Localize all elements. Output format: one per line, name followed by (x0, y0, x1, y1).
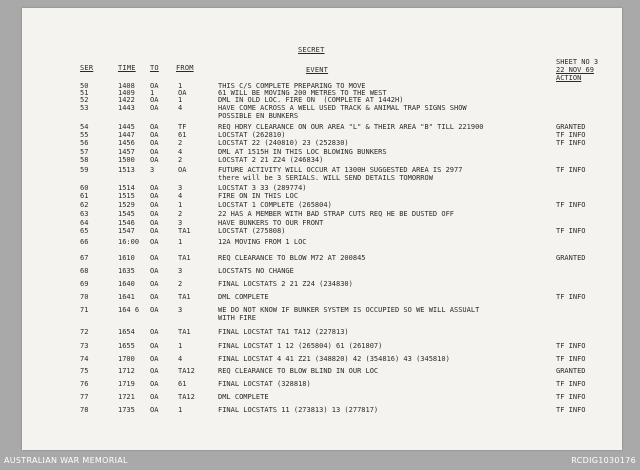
cell-from: 3 (178, 219, 183, 227)
cell-event: DML IN OLD LOC. FIRE ON (COMPLETE AT 1442H) (218, 96, 404, 104)
war-diary-sheet (22, 8, 622, 450)
table-row (22, 380, 622, 392)
cell-from: OA (178, 166, 187, 174)
cell-time: 1445 (118, 123, 135, 131)
cell-action: TF INFO (556, 393, 586, 401)
cell-time: 1654 (118, 328, 135, 336)
sheet-number: SHEET NO 3 (556, 58, 599, 66)
cell-from: 2 (178, 280, 183, 288)
cell-event: LOCSTAT 2 21 Z24 (246834) (218, 156, 324, 164)
cell-ser: 67 (80, 254, 89, 262)
cell-ser: 58 (80, 156, 89, 164)
cell-ser: 55 (80, 131, 89, 139)
cell-action: TF INFO (556, 293, 586, 301)
table-row (22, 393, 622, 405)
cell-time: 164 6 (118, 306, 140, 314)
cell-to: OA (150, 406, 159, 414)
cell-ser: 50 (80, 82, 89, 90)
cell-from: 4 (178, 192, 183, 200)
cell-time: 1635 (118, 267, 135, 275)
cell-ser: 76 (80, 380, 89, 388)
cell-time: 1547 (118, 227, 135, 235)
time-header: TIME (118, 64, 136, 72)
cell-ser: 54 (80, 123, 89, 131)
cell-to: OA (150, 131, 159, 139)
cell-event: HAVE COME ACROSS A WELL USED TRACK & ANIMAL TRAP SIGNS SHOW POSSIBLE EN BUNKERS (218, 104, 467, 120)
footer-source: AUSTRALIAN WAR MEMORIAL (4, 456, 128, 465)
cell-event: LOCSTAT 3 33 (289774) (218, 184, 307, 192)
cell-from: TA1 (178, 328, 191, 336)
cell-to: OA (150, 82, 159, 90)
cell-from: 2 (178, 156, 183, 164)
ser-header: SER (80, 64, 94, 72)
cell-from: TA1 (178, 254, 191, 262)
cell-to: 1 (150, 89, 155, 97)
cell-from: 1 (178, 201, 183, 209)
cell-time: 1514 (118, 184, 135, 192)
cell-time: 1422 (118, 96, 135, 104)
cell-to: OA (150, 367, 159, 375)
cell-to: OA (150, 267, 159, 275)
cell-event: 61 WILL BE MOVING 200 METRES TO THE WEST (218, 89, 387, 97)
cell-from: 4 (178, 104, 183, 112)
cell-from: TF (178, 123, 187, 131)
cell-ser: 74 (80, 355, 89, 363)
cell-to: OA (150, 342, 159, 350)
cell-to: OA (150, 254, 159, 262)
table-row (22, 293, 622, 305)
cell-ser: 72 (80, 328, 89, 336)
cell-ser: 71 (80, 306, 89, 314)
cell-ser: 64 (80, 219, 89, 227)
cell-event: LOCSTAT 1 COMPLETE (265804) (218, 201, 332, 209)
cell-ser: 77 (80, 393, 89, 401)
action-heading: ACTION (556, 74, 582, 82)
cell-to: OA (150, 156, 159, 164)
cell-ser: 75 (80, 367, 89, 375)
cell-time: 16:00 (118, 238, 140, 246)
cell-from: 1 (178, 342, 183, 350)
cell-ser: 65 (80, 227, 89, 235)
cell-time: 1721 (118, 393, 135, 401)
cell-from: TA1 (178, 293, 191, 301)
table-row (22, 406, 622, 418)
cell-to: 3 (150, 166, 155, 174)
cell-to: OA (150, 201, 159, 209)
cell-action: TF INFO (556, 355, 586, 363)
cell-event: FUTURE ACTIVITY WILL OCCUR AT 1300H SUGGESTED AREA IS 2977 there will be 3 SERIALS. WILL SEND DETAILS TOMORROW (218, 166, 463, 182)
cell-time: 1500 (118, 156, 135, 164)
secret-heading: SECRET (298, 46, 325, 54)
cell-to: OA (150, 104, 159, 112)
cell-from: 1 (178, 406, 183, 414)
cell-ser: 78 (80, 406, 89, 414)
cell-action: TF INFO (556, 166, 586, 174)
cell-event: WE DO NOT KNOW IF BUNKER SYSTEM IS OCCUPIED SO WE WILL ASSUALT WITH FIRE (218, 306, 480, 322)
table-row (22, 306, 622, 322)
cell-from: 2 (178, 210, 183, 218)
cell-event: DML COMPLETE (218, 393, 269, 401)
cell-to: OA (150, 293, 159, 301)
cell-ser: 56 (80, 139, 89, 147)
cell-time: 1610 (118, 254, 135, 262)
cell-ser: 51 (80, 89, 89, 97)
cell-action: GRANTED (556, 254, 586, 262)
cell-event: FINAL LOCSTAT 4 41 Z21 (348820) 42 (354816) 43 (345810) (218, 355, 450, 363)
footer-id: RCDIG1030176 (571, 456, 636, 465)
cell-time: 1456 (118, 139, 135, 147)
to-header: TO (150, 64, 159, 72)
cell-ser: 52 (80, 96, 89, 104)
cell-to: OA (150, 280, 159, 288)
cell-to: OA (150, 355, 159, 363)
cell-to: OA (150, 192, 159, 200)
cell-to: OA (150, 328, 159, 336)
cell-from: 3 (178, 306, 183, 314)
table-row (22, 254, 622, 266)
cell-to: OA (150, 148, 159, 156)
cell-ser: 60 (80, 184, 89, 192)
cell-to: OA (150, 227, 159, 235)
cell-ser: 61 (80, 192, 89, 200)
table-row (22, 328, 622, 340)
table-row (22, 342, 622, 354)
cell-time: 1700 (118, 355, 135, 363)
cell-from: 3 (178, 184, 183, 192)
cell-time: 1447 (118, 131, 135, 139)
cell-to: OA (150, 306, 159, 314)
cell-time: 1457 (118, 148, 135, 156)
from-header: FROM (176, 64, 194, 72)
cell-from: 61 (178, 131, 187, 139)
cell-to: OA (150, 184, 159, 192)
cell-event: REQ HDRY CLEARANCE ON OUR AREA "L" & THEIR AREA "B" TILL 221900 (218, 123, 484, 131)
cell-event: FINAL LOCSTATS 11 (273813) 13 (277817) (218, 406, 379, 414)
cell-time: 1640 (118, 280, 135, 288)
cell-ser: 57 (80, 148, 89, 156)
cell-ser: 73 (80, 342, 89, 350)
cell-from: 4 (178, 355, 183, 363)
cell-time: 1546 (118, 219, 135, 227)
cell-to: OA (150, 219, 159, 227)
table-row (22, 166, 622, 182)
cell-event: LOCSTAT (262810) (218, 131, 286, 139)
cell-ser: 70 (80, 293, 89, 301)
cell-time: 1735 (118, 406, 135, 414)
cell-ser: 62 (80, 201, 89, 209)
cell-action: TF INFO (556, 131, 586, 139)
cell-from: 3 (178, 267, 183, 275)
cell-from: 61 (178, 380, 187, 388)
cell-event: THIS C/S COMPLETE PREPARING TO MOVE (218, 82, 366, 90)
cell-to: OA (150, 96, 159, 104)
cell-to: OA (150, 210, 159, 218)
cell-action: TF INFO (556, 227, 586, 235)
cell-event: FINAL LOCSTAT (328818) (218, 380, 311, 388)
cell-event: FINAL LOCSTATS 2 21 Z24 (234830) (218, 280, 353, 288)
cell-ser: 66 (80, 238, 89, 246)
cell-time: 1513 (118, 166, 135, 174)
cell-ser: 68 (80, 267, 89, 275)
cell-time: 1719 (118, 380, 135, 388)
cell-to: OA (150, 393, 159, 401)
table-row (22, 280, 622, 292)
cell-ser: 63 (80, 210, 89, 218)
cell-event: 12A MOVING FROM 1 LOC (218, 238, 307, 246)
cell-event: 22 HAS A MEMBER WITH BAD STRAP CUTS REQ HE BE DUSTED OFF (218, 210, 455, 218)
cell-to: OA (150, 123, 159, 131)
cell-event: FIRE ON IN THIS LOC (218, 192, 299, 200)
cell-event: HAVE BUNKERS TO OUR FRONT (218, 219, 324, 227)
table-row (22, 367, 622, 379)
cell-to: OA (150, 380, 159, 388)
cell-time: 1641 (118, 293, 135, 301)
cell-event: FINAL LOCSTAT TA1 TA12 (227813) (218, 328, 349, 336)
cell-from: 2 (178, 139, 183, 147)
cell-from: OA (178, 89, 187, 97)
cell-ser: 53 (80, 104, 89, 112)
cell-time: 1443 (118, 104, 135, 112)
cell-from: TA1 (178, 227, 191, 235)
cell-time: 1712 (118, 367, 135, 375)
cell-time: 1408 (118, 82, 135, 90)
table-row (22, 104, 622, 120)
cell-ser: 59 (80, 166, 89, 174)
cell-time: 1545 (118, 210, 135, 218)
cell-time: 1655 (118, 342, 135, 350)
cell-from: TA12 (178, 393, 195, 401)
cell-from: 1 (178, 96, 183, 104)
cell-time: 1515 (118, 192, 135, 200)
cell-event: DML COMPLETE (218, 293, 269, 301)
cell-action: TF INFO (556, 201, 586, 209)
sheet-info (556, 58, 598, 82)
cell-action: GRANTED (556, 123, 586, 131)
cell-from: 4 (178, 148, 183, 156)
cell-to: OA (150, 139, 159, 147)
event-header: EVENT (306, 66, 329, 74)
sheet-date: 22 NOV 69 (556, 66, 594, 74)
table-row (22, 267, 622, 279)
table-row (22, 355, 622, 367)
cell-time: 1409 (118, 89, 135, 97)
cell-event: LOCSTAT 22 (240810) 23 (252830) (218, 139, 349, 147)
table-row (22, 238, 622, 250)
cell-time: 1529 (118, 201, 135, 209)
cell-event: FINAL LOCSTAT 1 12 (265804) 61 (261807) (218, 342, 383, 350)
cell-action: TF INFO (556, 380, 586, 388)
cell-event: REQ CLEARANCE TO BLOW BLIND IN OUR LOC (218, 367, 379, 375)
cell-event: LOCSTATS NO CHANGE (218, 267, 294, 275)
cell-action: TF INFO (556, 406, 586, 414)
cell-action: TF INFO (556, 342, 586, 350)
cell-from: 1 (178, 82, 183, 90)
cell-event: DML AT 1515H IN THIS LOC BLOWING BUNKERS (218, 148, 387, 156)
cell-action: GRANTED (556, 367, 586, 375)
cell-from: 1 (178, 238, 183, 246)
cell-action: TF INFO (556, 139, 586, 147)
cell-event: REQ CLEARANCE TO BLOW M72 AT 200845 (218, 254, 366, 262)
cell-event: LOCSTAT (275808) (218, 227, 286, 235)
cell-ser: 69 (80, 280, 89, 288)
cell-to: OA (150, 238, 159, 246)
cell-from: TA12 (178, 367, 195, 375)
